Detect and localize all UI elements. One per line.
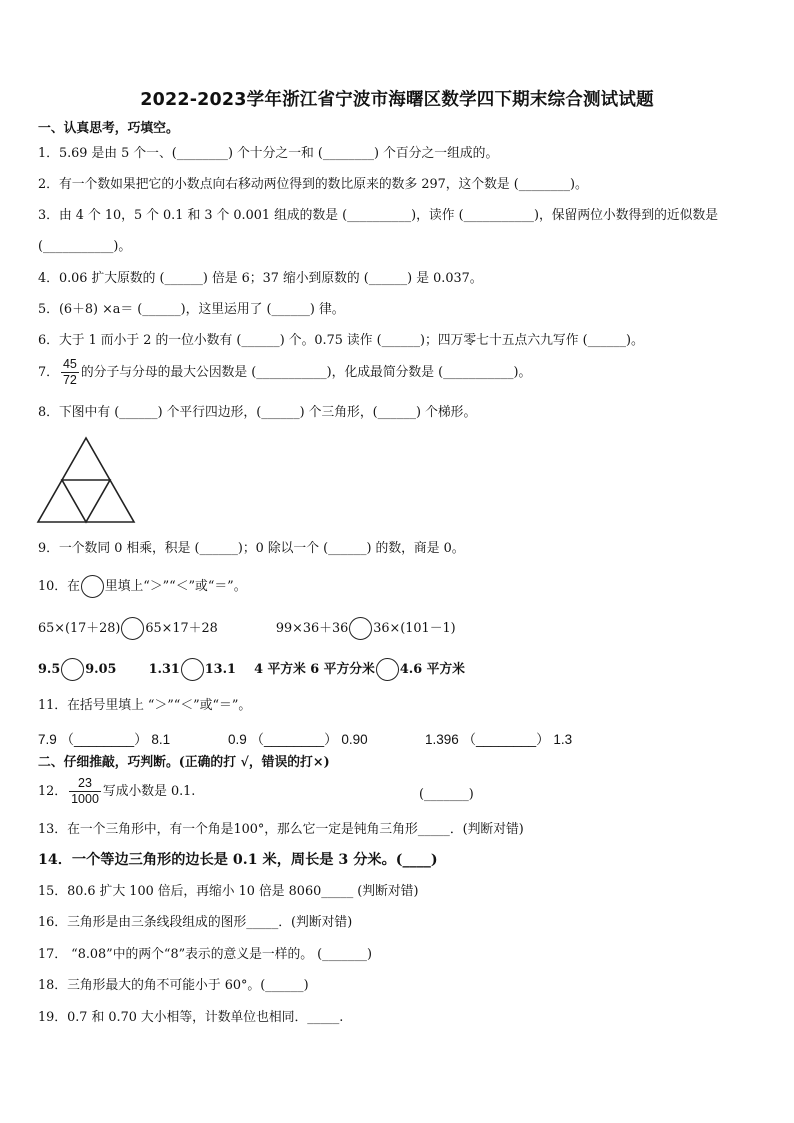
- question-7: [38, 357, 531, 388]
- question-12-answer-blank[interactable]: (_______): [419, 787, 474, 802]
- question-3-line-2: (___________)。: [38, 239, 132, 254]
- expr-5-right: 4.6 平方米: [399, 662, 465, 677]
- fraction-denominator: 72: [62, 373, 77, 387]
- expr-5-left: 4 平方米 6 平方分米: [254, 662, 375, 677]
- fraction-45-72: [61, 357, 79, 388]
- triangle-figure: [36, 436, 140, 526]
- question-12-text: 写成小数是 0.1.: [102, 784, 196, 799]
- question-19: 19．0.7 和 0.70 大小相等，计数单位也相同．_____.: [38, 1010, 344, 1025]
- question-7-text: 的分子与分母的最大公因数是 (___________)，化成最简分数是 (___________)。: [80, 365, 532, 380]
- answer-circle-1[interactable]: [121, 617, 144, 640]
- compare-b: 0.9 （________） 0.90: [228, 732, 368, 747]
- question-10: [38, 575, 247, 598]
- question-17: 17． “8.08”中的两个“8”表示的意义是一样的。 (_______): [38, 947, 372, 962]
- question-16: 16．三角形是由三条线段组成的图形_____．(判断对错): [38, 915, 353, 930]
- question-4: 4．0.06 扩大原数的 (______) 倍是 6；37 缩小到原数的 (______) 是 0.037。: [38, 271, 483, 286]
- question-8: 8．下图中有 (______) 个平行四边形，(______) 个三角形，(______) 个梯形。: [38, 405, 477, 420]
- fraction-numerator: 23: [69, 776, 101, 792]
- answer-circle-4[interactable]: [181, 658, 204, 681]
- fraction-23-1000: [69, 776, 101, 807]
- answer-circle-2[interactable]: [349, 617, 372, 640]
- question-12: [38, 776, 195, 807]
- compare-a: 7.9 （________） 8.1: [38, 732, 171, 747]
- question-2: 2．有一个数如果把它的小数点向右移动两位得到的数比原来的数多 297，这个数是 (________)。: [38, 177, 588, 192]
- question-10-row-1: [38, 617, 456, 640]
- question-14: 14．一个等边三角形的边长是 0.1 米，周长是 3 分米。(____): [38, 852, 438, 868]
- compare-c: 1.396 （________） 1.3: [425, 732, 573, 747]
- expr-2-left: 99×36＋36: [275, 621, 349, 636]
- question-13: 13．在一个三角形中，有一个角是100°，那么它一定是钝角三角形_____．(判断对错): [38, 822, 524, 837]
- expr-3-right: 9.05: [85, 662, 117, 677]
- section-2-heading: 二、仔细推敲，巧判断。(正确的打 √，错误的打×): [38, 755, 330, 770]
- fraction-numerator: 45: [62, 357, 77, 371]
- question-15: 15．80.6 扩大 100 倍后，再缩小 10 倍是 8060_____ (判断对错): [38, 884, 419, 899]
- question-6: 6．大于 1 而小于 2 的一位小数有 (______) 个。0.75 读作 (______)；四万零七十五点六九写作 (______)。: [38, 333, 644, 348]
- question-9: 9．一个数同 0 相乘，积是 (______)；0 除以一个 (______) 的数，商是 0。: [38, 541, 465, 556]
- question-18: 18．三角形最大的角不可能小于 60°。(______): [38, 978, 309, 993]
- fraction-denominator: 1000: [71, 792, 99, 806]
- question-10-text: 里填上“＞”“＜”或“＝”。: [104, 579, 247, 594]
- answer-circle-5[interactable]: [376, 658, 399, 681]
- expr-1-right: 65×17＋28: [145, 621, 218, 636]
- question-3-line-1: 3．由 4 个 10，5 个 0.1 和 3 个 0.001 组成的数是 (__________)，读作 (___________)，保留两位小数得到的近似数是: [38, 208, 719, 223]
- expr-2-right: 36×(101－1): [373, 621, 456, 636]
- page-title: 2022-2023学年浙江省宁波市海曙区数学四下期末综合测试试题: [140, 90, 654, 110]
- expr-1-left: 65×(17＋28): [38, 621, 121, 636]
- section-1-heading: 一、认真思考，巧填空。: [38, 121, 179, 136]
- expr-4-left: 1.31: [148, 662, 180, 677]
- expr-4-right: 13.1: [204, 662, 236, 677]
- comparison-circle-icon: [81, 575, 104, 598]
- question-11: 11．在括号里填上 “＞”“＜”或“＝”。: [38, 698, 252, 713]
- question-1: 1．5.69 是由 5 个一、(________) 个十分之一和 (________) 个百分之一组成的。: [38, 146, 499, 161]
- expr-3-left: 9.5: [38, 662, 61, 677]
- question-7-number: 7．: [38, 365, 59, 380]
- question-10-prefix: 10．在: [38, 579, 80, 594]
- question-5: 5．(6＋8) ×a＝ (______)，这里运用了 (______) 律。: [38, 302, 345, 317]
- answer-circle-3[interactable]: [61, 658, 84, 681]
- question-10-row-2: [38, 658, 465, 681]
- question-12-number: 12．: [38, 784, 68, 799]
